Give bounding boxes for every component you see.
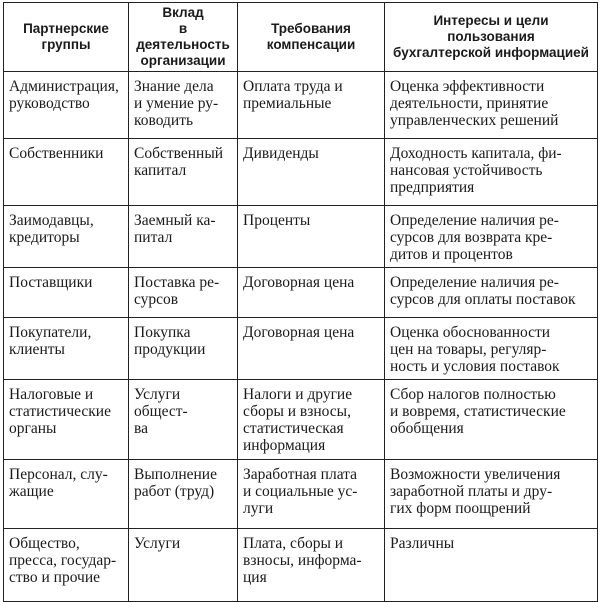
table-row (4, 460, 598, 529)
stakeholder-table (3, 2, 598, 602)
cell-compensation: Договорная цена (238, 268, 385, 318)
cell-compensation: Договорная цена (238, 318, 385, 380)
cell-group: Заимодавцы, кредиторы (4, 206, 129, 268)
cell-interests: Различны (385, 529, 598, 602)
table-row (4, 72, 598, 139)
cell-interests: Определение наличия ре- сурсов для оплаты поставок (385, 268, 598, 318)
cell-contribution: Собственный капитал (129, 139, 238, 206)
cell-contribution: Услуги (129, 529, 238, 602)
header-interests: Интересы и цели пользования бухгалтерской информацией (385, 3, 598, 72)
cell-group: Персонал, слу- жащие (4, 460, 129, 529)
cell-contribution: Заемный ка- питал (129, 206, 238, 268)
table-row (4, 268, 598, 318)
cell-contribution: Выполнение работ (труд) (129, 460, 238, 529)
cell-interests: Оценка эффективности деятельности, принятие управленческих решений (385, 72, 598, 139)
table-row (4, 318, 598, 380)
cell-group: Собственники (4, 139, 129, 206)
cell-interests: Определение наличия ре- сурсов для возврата кре- дитов и процентов (385, 206, 598, 268)
cell-group: Общество, пресса, государ- ство и прочие (4, 529, 129, 602)
table-row (4, 139, 598, 206)
header-compensation: Требования компенсации (238, 3, 385, 72)
table-row (4, 206, 598, 268)
table-row (4, 380, 598, 460)
cell-interests: Возможности увеличения заработной платы и дру- гих форм поощрений (385, 460, 598, 529)
cell-contribution: Покупка продукции (129, 318, 238, 380)
cell-interests: Оценка обоснованности цен на товары, регуляр- ность и условия поставок (385, 318, 598, 380)
cell-interests: Сбор налогов полностью и вовремя, статистические обобщения (385, 380, 598, 460)
cell-contribution: Услуги общест- ва (129, 380, 238, 460)
cell-compensation: Заработная плата и социальные ус- луги (238, 460, 385, 529)
header-contribution: Вклад в деятельность организации (129, 3, 238, 72)
cell-compensation: Налоги и другие сборы и взносы, статистическая информация (238, 380, 385, 460)
table-row (4, 529, 598, 602)
cell-compensation: Проценты (238, 206, 385, 268)
header-partner-groups: Партнерские группы (4, 3, 129, 72)
cell-group: Налоговые и статистические органы (4, 380, 129, 460)
header-row (4, 3, 598, 72)
cell-compensation: Плата, сборы и взносы, информа- ция (238, 529, 385, 602)
cell-compensation: Дивиденды (238, 139, 385, 206)
cell-group: Поставщики (4, 268, 129, 318)
cell-interests: Доходность капитала, фи- нансовая устойчивость предприятия (385, 139, 598, 206)
cell-group: Администрация, руководство (4, 72, 129, 139)
cell-contribution: Поставка ре- сурсов (129, 268, 238, 318)
cell-group: Покупатели, клиенты (4, 318, 129, 380)
cell-contribution: Знание дела и умение ру- ководить (129, 72, 238, 139)
cell-compensation: Оплата труда и премиальные (238, 72, 385, 139)
